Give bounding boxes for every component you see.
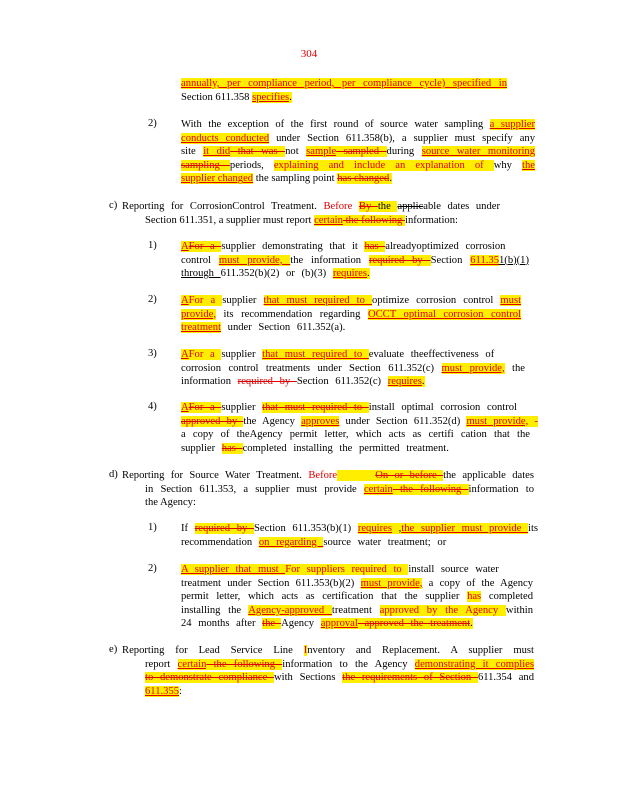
section-e-text: : (179, 685, 182, 697)
c1-text: supplier demonstrating that it (221, 241, 365, 252)
section-d-text: the applicable dates (443, 470, 534, 481)
d1-deleted: required by (194, 523, 254, 534)
section-d-deleted: the following (392, 483, 469, 495)
d2-line-3 (181, 590, 533, 604)
d2-text: completed (481, 591, 533, 603)
c2-text: under Section 611.352(a). (221, 322, 346, 334)
section-d-line-2 (122, 483, 534, 497)
c4-inserted: approves (301, 415, 340, 427)
item2-text: site (181, 146, 204, 158)
item2-line-3 (181, 145, 535, 159)
d2-text: treatment (331, 604, 380, 616)
c4-paragraph (181, 401, 538, 455)
c4-deleted: has (221, 442, 243, 454)
d2-text: permit letter, which acts as certification that the supplier (181, 591, 468, 603)
c4-label: 4) (148, 401, 157, 412)
section-e-line-4 (122, 685, 534, 699)
intro-inserted-verb: specifies (252, 91, 290, 103)
section-d-inserted: Before (308, 470, 338, 481)
d2-line-4 (181, 604, 533, 618)
c4-deleted: that must required to (262, 402, 369, 413)
c3-inserted: A (181, 349, 189, 360)
section-c-deleted: applic (397, 201, 424, 212)
c2-line-1 (181, 294, 521, 308)
item2-line-4 (181, 159, 535, 173)
d1-inserted: the supplier must provide (401, 523, 528, 534)
d2-text: installing the (181, 604, 249, 616)
c1-deleted: For a (188, 241, 222, 252)
d1-text: Section 611.353(b)(1) (253, 523, 358, 534)
item2-deleted: explaining and include an explanation of (273, 159, 494, 171)
c2-line-3 (181, 321, 521, 335)
c1-deleted: has (364, 241, 386, 252)
item2-line-5 (181, 172, 535, 186)
item2-line-2 (181, 132, 535, 146)
c3-label: 3) (148, 348, 157, 359)
d2-inserted: must provide, (360, 577, 423, 589)
section-e-deleted: the requirements of Section (342, 672, 478, 684)
c2-inserted: provide, (181, 308, 217, 320)
section-e-paragraph (122, 644, 534, 698)
section-e-text: report (145, 658, 178, 670)
item2-inserted: it did (203, 146, 231, 158)
d1-line-1 (181, 522, 538, 536)
c3-paragraph (181, 348, 525, 389)
c3-period: . (421, 376, 425, 388)
item2-inserted: source water monitoring (421, 146, 536, 158)
section-c-inserted: Before (323, 201, 359, 212)
c2-text: its recommendation regarding (216, 308, 368, 320)
c3-deleted: required by (237, 376, 297, 388)
c1-line-3 (181, 267, 529, 281)
item2-deleted: sampling (181, 159, 230, 171)
c3-line-3 (181, 375, 525, 389)
c4-line-2 (181, 415, 538, 429)
d2-text: treatment under Section 611.353(b)(2) (181, 577, 361, 589)
intro-paragraph (181, 77, 507, 104)
c4-line-4 (181, 442, 538, 456)
d2-text: a copy of the Agency (422, 577, 533, 589)
c4-deleted: approved by (181, 415, 244, 427)
d2-line-5 (181, 617, 533, 631)
d1-line-2 (181, 536, 538, 550)
c3-text: Section 611.352(c) (296, 376, 388, 388)
d2-inserted: has (467, 591, 482, 603)
c2-text: supplier (222, 295, 264, 306)
d2-label: 2) (148, 563, 157, 574)
c2-label: 2) (148, 294, 157, 305)
section-e-text: nventory and Replacement. A supplier must (307, 645, 534, 656)
item2-inserted: sample (306, 146, 337, 158)
c3-text: evaluate theeffectiveness of (368, 349, 495, 360)
c3-text: corrosion control treatments under Section 611.352(c) (181, 362, 442, 374)
c2-paragraph (181, 294, 521, 335)
c1-text: 1(b)(1) (499, 254, 530, 266)
c1-inserted: 611.35 (470, 254, 499, 266)
d1-text: its (528, 523, 539, 534)
c4-text: under Section 611.352(d) (339, 415, 467, 427)
item2-text: the sampling point (253, 173, 338, 185)
item2-text: With the exception of the first round of source water sampling (181, 119, 490, 130)
section-e-inserted: I (303, 645, 308, 656)
c3-text: information (181, 376, 238, 388)
c1-text: alreadyoptimized corrosion (385, 241, 506, 252)
d2-text: install source water (408, 564, 499, 575)
item2-deleted: has changed (337, 173, 390, 185)
section-d-gap (337, 470, 375, 481)
section-d-label: d) (109, 469, 118, 480)
section-e-label: e) (109, 644, 118, 655)
c2-inserted: that must required to (263, 295, 372, 306)
d1-text: recommendation (181, 536, 259, 548)
item2-inserted: the (522, 159, 535, 171)
section-d-text: Reporting for Source Water Treatment. (122, 470, 309, 481)
d2-deleted: approved the treatment (357, 618, 471, 630)
intro-line-1 (181, 77, 507, 91)
c4-text: supplier (221, 402, 263, 413)
c3-text: supplier (221, 349, 263, 360)
section-d-text: in Section 611.353, a supplier must provide (145, 483, 364, 495)
item2-period: . (389, 173, 392, 185)
d2-paragraph (181, 563, 533, 631)
d1-label: 1) (148, 522, 157, 533)
intro-text: Section 611.358 (181, 91, 253, 103)
item2-text: under Section 611.358(b), a supplier must specify any (269, 132, 535, 144)
c2-deleted: For a (188, 295, 223, 306)
section-c-label: c) (109, 200, 118, 211)
item2-inserted: conducts conducted (181, 132, 270, 144)
c2-text: optimize corrosion control (372, 295, 501, 306)
c3-inserted: that must required to (262, 349, 369, 360)
section-c-heading (122, 200, 500, 227)
intro-inserted-text: annually, per compliance period, per compliance cycle) specified in (181, 78, 507, 89)
section-e-deleted: to demonstrate compliance (145, 672, 275, 684)
d2-line-2 (181, 577, 533, 591)
item2-label: 2) (148, 118, 157, 129)
c4-deleted: For a (188, 402, 222, 413)
section-d-text: the Agency: (145, 497, 196, 509)
section-c-text: the (377, 201, 398, 212)
d2-period: . (470, 618, 473, 630)
item2-text: during (386, 146, 422, 158)
section-e-text: information to the Agency (282, 658, 415, 670)
c2-inserted: OCCT optimal corrosion control (367, 308, 521, 320)
c1-text: Section (430, 254, 471, 266)
section-d-line-3 (122, 496, 534, 510)
section-c-line-2 (122, 214, 500, 228)
d2-deleted: approved by the Agency (379, 604, 506, 616)
item2-line-1 (181, 118, 535, 132)
c1-line-2 (181, 254, 529, 268)
section-d-line-1 (122, 469, 534, 483)
c1-line-1 (181, 240, 529, 254)
c2-inserted: must (500, 295, 522, 306)
c3-line-2 (181, 362, 525, 376)
d2-inserted: A supplier that must (181, 564, 286, 575)
c4-text: supplier (181, 442, 222, 454)
d2-text: within (505, 604, 533, 616)
section-e-inserted: demonstrating it complies (414, 658, 535, 670)
page-number: 304 (300, 48, 318, 60)
c3-text: the (504, 362, 525, 374)
section-c-inserted: certain (314, 214, 343, 226)
intro-line-2 (181, 91, 507, 105)
c1-text: the information (290, 254, 369, 266)
item2-text: periods, (229, 159, 274, 171)
c3-inserted: must provide, (441, 362, 505, 374)
c1-deleted: required by (368, 254, 431, 266)
section-c-deleted: the following (342, 214, 406, 226)
section-e-text: Reporting for Lead Service Line (122, 645, 304, 656)
c1-inserted: A (181, 241, 189, 252)
d1-inserted: requires (357, 523, 392, 534)
c3-line-1 (181, 348, 525, 362)
c3-deleted: For a (188, 349, 222, 360)
section-c-deleted: By (358, 201, 378, 212)
d2-text: Agency (281, 618, 321, 630)
item2-paragraph (181, 118, 535, 186)
c4-text: a copy of theAgency permit letter, which acts as certifi cation that the (181, 429, 530, 441)
d2-text: 24 months after (181, 618, 263, 630)
section-e-line-2 (122, 658, 534, 672)
c1-inserted: requires (332, 268, 367, 280)
c4-line-1 (181, 401, 538, 415)
c4-line-3 (181, 428, 538, 442)
section-c-text: Reporting for CorrosionControl Treatment. (122, 201, 324, 212)
intro-period: . (289, 91, 292, 103)
section-c-text: information: (405, 214, 458, 226)
item2-deleted: that was (230, 146, 286, 158)
c1-text: 611.352(b)(2) or (b)(3) (220, 268, 333, 280)
d1-inserted: on regarding (258, 536, 324, 548)
c4-inserted: must provide, (466, 415, 529, 427)
c2-inserted: treatment (181, 322, 222, 334)
section-d-heading (122, 469, 534, 510)
c3-inserted: requires (387, 376, 422, 388)
d2-inserted: Agency-approved (248, 604, 332, 616)
d1-paragraph (181, 522, 538, 549)
c1-text: control (181, 254, 219, 266)
d1-text: If (181, 523, 195, 534)
c1-paragraph (181, 240, 529, 281)
section-e-line-3 (122, 671, 534, 685)
d1-text: source water treatment; or (323, 536, 447, 548)
section-e-text: 611.354 and (477, 672, 534, 684)
section-d-deleted: On or before (375, 470, 444, 481)
d2-inserted: approval (320, 618, 358, 630)
c1-inserted: must provide, (218, 254, 291, 266)
section-e-text: with Sections (274, 672, 343, 684)
section-c-text: able dates under (423, 201, 500, 212)
section-c-text: Section 611.351, a supplier must report (145, 214, 315, 226)
item2-text: why (493, 159, 523, 171)
c1-label: 1) (148, 240, 157, 251)
item2-text: not (285, 146, 307, 158)
item2-deleted: sampled (336, 146, 387, 158)
c2-line-2 (181, 308, 521, 322)
section-e-deleted: the following (206, 658, 283, 670)
section-c-line-1 (122, 200, 500, 214)
c4-inserted: A (181, 402, 189, 413)
section-e-inserted: certain (177, 658, 207, 670)
d2-deleted: the (262, 618, 282, 630)
c2-inserted: A (181, 295, 189, 306)
c4-text: the Agency (243, 415, 302, 427)
section-e-line-1 (122, 644, 534, 658)
d2-line-1 (181, 563, 533, 577)
section-e-inserted: 611.355 (145, 685, 180, 697)
c1-period: . (366, 268, 370, 280)
c4-text: install optimal corrosion control (368, 402, 518, 413)
d2-deleted: For suppliers required to (285, 564, 409, 575)
section-d-text: information to (468, 483, 534, 495)
item2-inserted: supplier changed (181, 173, 254, 185)
d1-text: , (391, 523, 402, 534)
c1-text: through (181, 268, 221, 280)
c4-text: completed installing the permitted treatment. (242, 442, 449, 454)
item2-inserted: a supplier (489, 119, 535, 130)
section-d-inserted: certain (363, 483, 393, 495)
c4-inserted: - (528, 415, 538, 427)
